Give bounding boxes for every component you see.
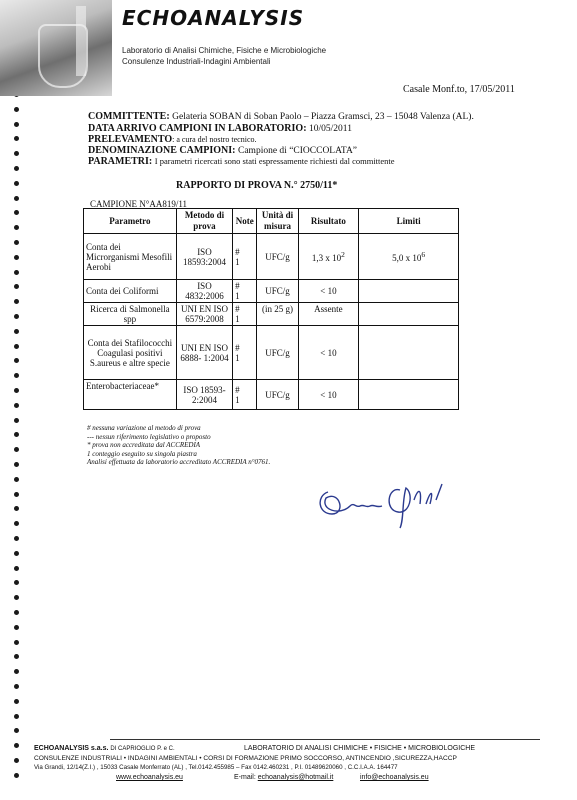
limiti-exponent: 6 bbox=[421, 250, 426, 259]
cell-metodo: UNI EN ISO 6888- 1:2004 bbox=[176, 326, 232, 380]
binder-hole bbox=[14, 566, 19, 571]
cell-metodo: ISO 4832:2006 bbox=[176, 280, 232, 303]
denominazione-value: Campione di “CIOCCOLATA” bbox=[238, 146, 358, 156]
binder-hole bbox=[14, 640, 19, 645]
cell-limiti bbox=[359, 280, 459, 303]
header-note: Note bbox=[233, 209, 257, 234]
binder-hole bbox=[14, 714, 19, 719]
binder-hole bbox=[14, 358, 19, 363]
header-unita: Unità di misura bbox=[257, 209, 298, 234]
cell-unita: (in 25 g) bbox=[257, 303, 298, 326]
denominazione-label: DENOMINAZIONE CAMPIONI: bbox=[88, 145, 236, 156]
committente-label: COMMITTENTE: bbox=[88, 111, 170, 122]
risultato-exponent: 2 bbox=[341, 250, 345, 259]
binder-hole bbox=[14, 447, 19, 452]
binder-hole bbox=[14, 210, 19, 215]
cell-parametro: Conta dei Stafilococchi Coagulasi positivi S.aureus e altre specie bbox=[84, 326, 177, 380]
cell-parametro: Enterobacteriaceae* bbox=[84, 380, 177, 410]
cell-risultato: < 10 bbox=[298, 326, 358, 380]
binder-hole bbox=[14, 166, 19, 171]
limiti-value: 5,0 x 10 bbox=[392, 253, 422, 263]
parametri-row bbox=[88, 156, 395, 167]
binder-hole bbox=[14, 151, 19, 156]
risultato-value: 1,3 x 10 bbox=[311, 253, 342, 263]
binder-hole bbox=[14, 536, 19, 541]
binder-hole bbox=[14, 595, 19, 600]
header-line-2: Consulenze Industriali-Indagini Ambientali bbox=[122, 57, 271, 66]
table-row bbox=[84, 303, 459, 326]
binder-hole bbox=[14, 284, 19, 289]
cell-metodo: ISO 18593:2004 bbox=[176, 234, 232, 280]
cell-limiti bbox=[359, 380, 459, 410]
binder-hole bbox=[14, 521, 19, 526]
binder-hole bbox=[14, 551, 19, 556]
cell-risultato: < 10 bbox=[298, 380, 358, 410]
binder-hole bbox=[14, 122, 19, 127]
header-parametro: Parametro bbox=[84, 209, 177, 234]
cell-note bbox=[233, 280, 257, 303]
binder-hole bbox=[14, 107, 19, 112]
arrivo-value: 10/05/2011 bbox=[309, 124, 352, 134]
binder-hole bbox=[14, 196, 19, 201]
cell-parametro: Conta dei Microrganismi Mesofili Aerobi bbox=[84, 234, 177, 280]
note-mark: # bbox=[235, 281, 240, 291]
parametri-label: PARAMETRI: bbox=[88, 156, 153, 167]
binder-hole bbox=[14, 758, 19, 763]
binder-hole bbox=[14, 418, 19, 423]
note-line: * prova non accreditata dal ACCREDIA bbox=[87, 441, 201, 449]
binder-hole bbox=[14, 181, 19, 186]
footer-lab-desc: LABORATORIO DI ANALISI CHIMICHE • FISICHE • MICROBIOLOGICHE bbox=[244, 745, 476, 752]
cell-limiti bbox=[359, 326, 459, 380]
note-mark: # bbox=[235, 384, 240, 395]
binder-hole bbox=[14, 773, 19, 778]
arrivo-row bbox=[88, 123, 352, 134]
note-line: 1 conteggio eseguito su singola piastra bbox=[87, 449, 197, 458]
cell-risultato: Assente bbox=[298, 303, 358, 326]
footer-email-label: E-mail: bbox=[234, 774, 256, 781]
notes-block bbox=[87, 424, 270, 467]
binder-hole bbox=[14, 299, 19, 304]
table-row bbox=[84, 234, 459, 280]
cell-metodo: ISO 18593-2:2004 bbox=[176, 380, 232, 410]
note-number: 1 bbox=[235, 291, 240, 301]
binder-hole bbox=[14, 136, 19, 141]
binder-hole bbox=[14, 462, 19, 467]
brand-logo: ECHOANALYSIS bbox=[122, 6, 305, 30]
cell-unita: UFC/g bbox=[257, 280, 298, 303]
cell-unita: UFC/g bbox=[257, 326, 298, 380]
cell-risultato: < 10 bbox=[298, 280, 358, 303]
denominazione-row bbox=[88, 145, 357, 156]
binder-hole bbox=[14, 270, 19, 275]
table-row bbox=[84, 326, 459, 380]
test-tube-icon bbox=[76, 6, 86, 76]
note-number: 1 bbox=[235, 394, 240, 405]
footer-company-row bbox=[34, 745, 175, 752]
binder-hole bbox=[14, 255, 19, 260]
header-limiti: Limiti bbox=[359, 209, 459, 234]
cell-limiti bbox=[359, 234, 459, 280]
binder-hole bbox=[14, 432, 19, 437]
binder-hole bbox=[14, 580, 19, 585]
report-title: RAPPORTO DI PROVA N.° 2750/11* bbox=[176, 180, 338, 191]
committente-value: Gelateria SOBAN di Soban Paolo – Piazza Gramsci, 23 – 15048 Valenza (AL). bbox=[172, 112, 474, 122]
prelevamento-row bbox=[88, 134, 257, 145]
cell-risultato bbox=[298, 234, 358, 280]
binder-hole bbox=[14, 373, 19, 378]
note-line: # nessuna variazione al metodo di prova bbox=[87, 424, 201, 432]
prelevamento-label: PRELEVAMENTO bbox=[88, 134, 173, 145]
cell-note bbox=[233, 380, 257, 410]
binder-hole bbox=[14, 492, 19, 497]
footer-email-link[interactable]: echoanalysis@hotmail.it bbox=[257, 774, 334, 781]
binder-hole bbox=[14, 344, 19, 349]
footer-divider bbox=[110, 739, 540, 740]
cell-limiti bbox=[359, 303, 459, 326]
committente-row bbox=[88, 111, 474, 122]
footer-company: ECHOANALYSIS s.a.s. bbox=[34, 745, 109, 752]
binder-hole bbox=[14, 625, 19, 630]
prelevamento-value: : a cura del nostro tecnico. bbox=[172, 135, 257, 144]
cell-parametro: Ricerca di Salmonella spp bbox=[84, 303, 177, 326]
binder-hole bbox=[14, 699, 19, 704]
note-number: 1 bbox=[235, 256, 240, 267]
footer-email-row bbox=[234, 774, 333, 781]
cell-parametro: Conta dei Coliformi bbox=[84, 280, 177, 303]
binder-hole bbox=[14, 314, 19, 319]
note-mark: # bbox=[235, 342, 240, 353]
binder-hole bbox=[14, 388, 19, 393]
footer-website-link[interactable]: www.echoanalysis.eu bbox=[116, 774, 183, 781]
note-number: 1 bbox=[235, 314, 240, 324]
cell-note bbox=[233, 326, 257, 380]
binder-hole bbox=[14, 506, 19, 511]
binder-hole bbox=[14, 225, 19, 230]
binder-hole bbox=[14, 403, 19, 408]
header-line-1: Laboratorio di Analisi Chimiche, Fisiche e Microbiologiche bbox=[122, 46, 327, 55]
note-mark: # bbox=[235, 246, 240, 257]
binder-hole bbox=[14, 728, 19, 733]
cell-note bbox=[233, 303, 257, 326]
arrivo-label: DATA ARRIVO CAMPIONI IN LABORATORIO: bbox=[88, 123, 307, 134]
binder-hole bbox=[14, 654, 19, 659]
footer-email2-link[interactable]: info@echoanalysis.eu bbox=[360, 774, 429, 781]
header-risultato: Risultato bbox=[298, 209, 358, 234]
date-line: Casale Monf.to, 17/05/2011 bbox=[403, 84, 515, 95]
table-header-row bbox=[84, 209, 459, 234]
binder-hole bbox=[14, 743, 19, 748]
binder-hole bbox=[14, 240, 19, 245]
cell-unita: UFC/g bbox=[257, 234, 298, 280]
sample-number: CAMPIONE N°AA819/11 bbox=[90, 199, 188, 209]
lab-photo-logo bbox=[0, 0, 112, 96]
table-row bbox=[84, 280, 459, 303]
binder-hole bbox=[14, 684, 19, 689]
note-mark: # bbox=[235, 304, 240, 314]
header-metodo: Metodo di prova bbox=[176, 209, 232, 234]
binder-hole bbox=[14, 610, 19, 615]
cell-metodo: UNI EN ISO 6579:2008 bbox=[176, 303, 232, 326]
footer-address: Via Grandi, 12/14(Z.I.) , 15033 Casale Monferrato (AL) , Tel.0142.455985 – Fax 0142.460231 , P.I. 01489620060 , C.C.I.A.A. 164477 bbox=[34, 764, 398, 771]
cell-note bbox=[233, 234, 257, 280]
handwritten-signature bbox=[310, 470, 480, 530]
binder-hole bbox=[14, 669, 19, 674]
footer-services: CONSULENZE INDUSTRIALI • INDAGINI AMBIENTALI • CORSI DI FORMAZIONE PRIMO SOCCORSO, ANTINCENDIO ,SICUREZZA,HACCP bbox=[34, 755, 457, 762]
binder-hole bbox=[14, 477, 19, 482]
note-number: 1 bbox=[235, 352, 240, 363]
footer-owner: DI CAPRIOGLIO P. e C. bbox=[110, 746, 175, 752]
parametri-value: I parametri ricercati sono stati espressamente richiesti dal committente bbox=[154, 156, 395, 166]
note-line: --- nessun riferimento legislativo o proposto bbox=[87, 432, 211, 441]
binder-hole bbox=[14, 329, 19, 334]
note-line: Analisi effettuata da laboratorio accreditato ACCREDIA n°0761. bbox=[87, 458, 271, 466]
table-row bbox=[84, 380, 459, 410]
results-table bbox=[83, 208, 459, 410]
cell-unita: UFC/g bbox=[257, 380, 298, 410]
